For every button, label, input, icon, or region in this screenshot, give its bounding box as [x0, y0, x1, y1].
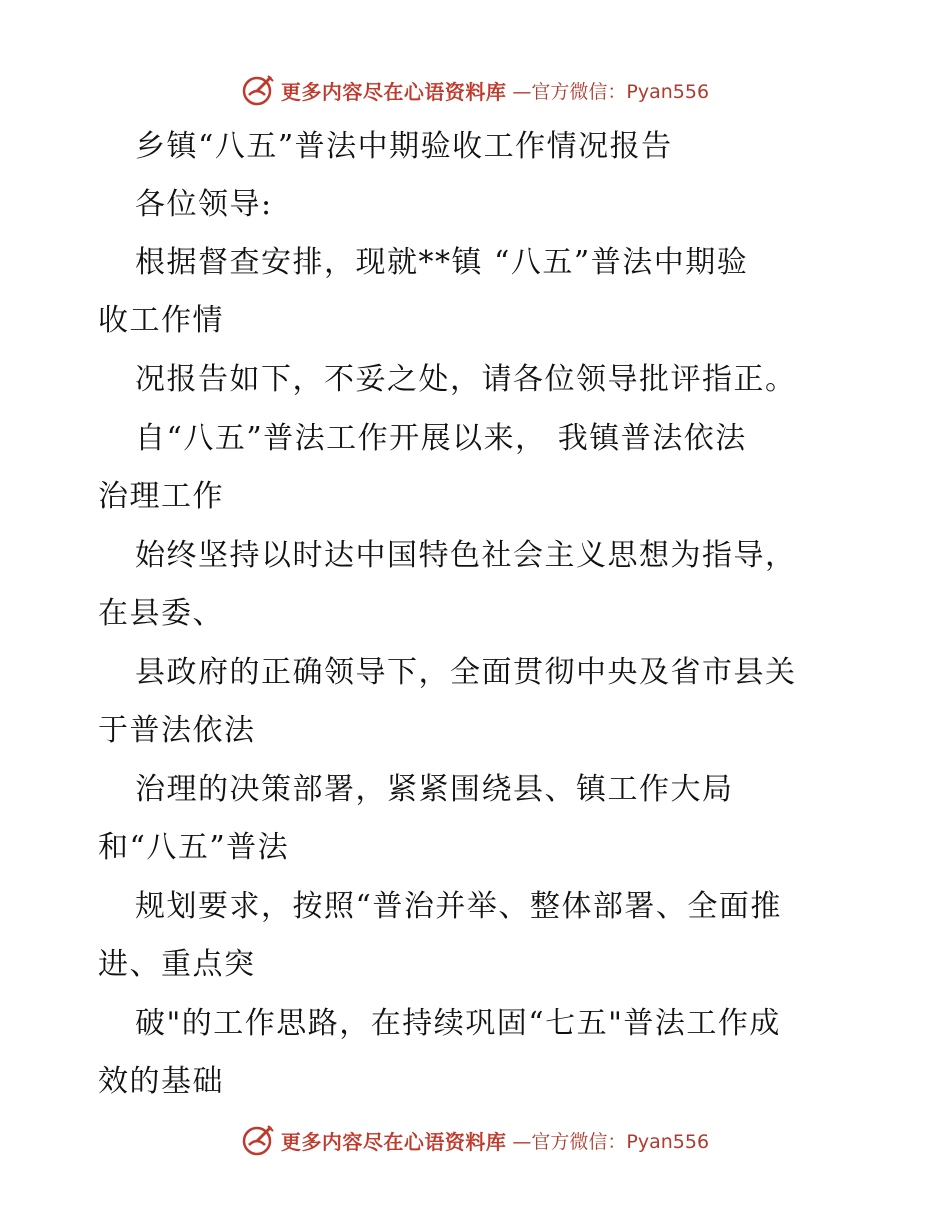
- salutation-line: 各位领导:: [135, 187, 273, 222]
- document-title: 乡镇“八五”普法中期验收工作情况报告: [135, 129, 673, 164]
- watermark-contact-text: —官方微信：Pyan556: [512, 80, 710, 103]
- paragraph-line: 治理工作: [98, 479, 224, 514]
- book-quill-logo-icon: [241, 73, 275, 107]
- paragraph-line: 根据督查安排，现就**镇 “八五”普法中期验: [135, 245, 749, 280]
- paragraph-line: 收工作情: [98, 303, 224, 338]
- paragraph-line: 治理的决策部署，紧紧围绕县、镇工作大局: [135, 772, 734, 807]
- watermark-contact-text: —官方微信：Pyan556: [512, 1130, 710, 1153]
- paragraph-line: 于普法依法: [98, 713, 256, 748]
- watermark-main-text: 更多内容尽在心语资料库: [280, 79, 507, 104]
- paragraph-line: 始终坚持以时达中国特色社会主义思想为指导，: [135, 538, 797, 573]
- footer-watermark-banner: [0, 1120, 950, 1160]
- book-quill-logo-icon: [241, 1123, 275, 1157]
- paragraph-line: 况报告如下，不妥之处，请各位领导批评指正。: [135, 362, 797, 397]
- paragraph-line: 在县委、: [98, 596, 224, 631]
- watermark-main-text: 更多内容尽在心语资料库: [280, 1129, 507, 1154]
- header-watermark-banner: [0, 70, 950, 110]
- paragraph-line: 自“八五”普法工作开展以来， 我镇普法依法: [135, 421, 747, 456]
- paragraph-line: 破"的工作思路，在持续巩固“七五"普法工作成: [135, 1006, 781, 1041]
- paragraph-line: 规划要求，按照“普治并举、整体部署、全面推: [135, 889, 782, 924]
- paragraph-line: 进、重点突: [98, 947, 256, 982]
- paragraph-line: 效的基础: [98, 1064, 224, 1099]
- paragraph-line: 和“八五”普法: [98, 830, 290, 865]
- paragraph-line: 县政府的正确领导下，全面贯彻中央及省市县关: [135, 655, 797, 690]
